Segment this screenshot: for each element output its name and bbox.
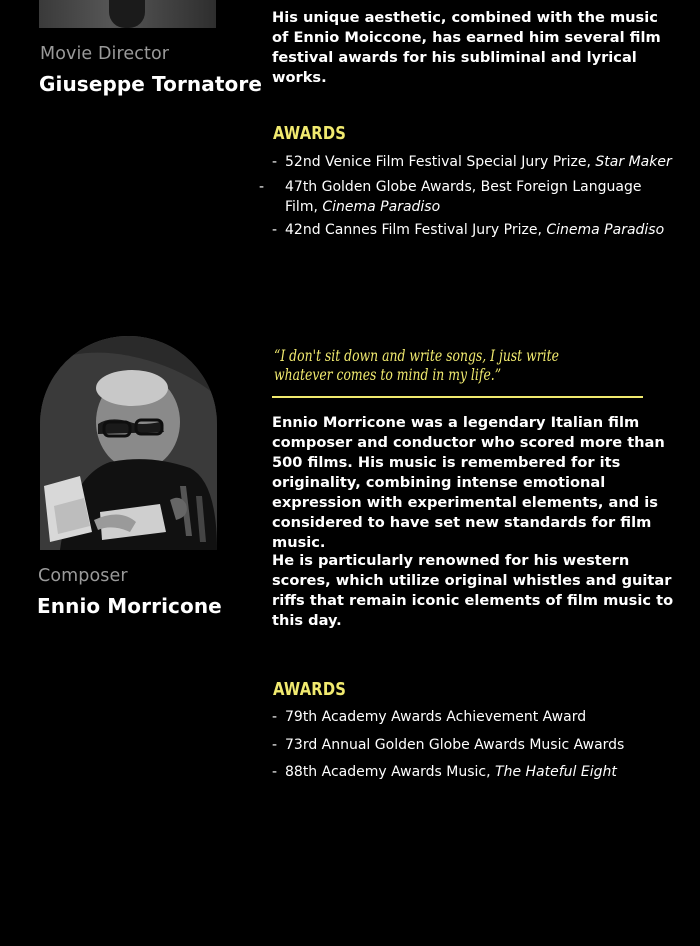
director-name: Giuseppe Tornatore [39, 72, 262, 96]
quote-underline [272, 396, 643, 398]
composer-award-item: - 73rd Annual Golden Globe Awards Music Awards [272, 737, 625, 753]
director-bio: His unique aesthetic, combined with the music of Ennio Moiccone, has earned him several film festival awards for his subliminal and lyrical works. [272, 9, 661, 86]
director-award-item: - 47th Golden Globe Awards, Best Foreign Language Film, Cinema Paradiso [259, 179, 642, 215]
composer-bio-2: He is particularly renowned for his western scores, which utilize original whistles and guitar riffs that remain iconic elements of film music to this day. [272, 552, 674, 629]
director-award-item: - 52nd Venice Film Festival Special Jury Prize, Star Maker [272, 154, 672, 170]
composer-bio-1: Ennio Morricone was a legendary Italian film composer and conductor who scored more than 500 films. His music is remembered for its originality, combining intense emotional expression with experimental elements, and is considered to have set new standards for film music. [272, 414, 665, 551]
composer-role: Composer [38, 566, 128, 586]
composer-awards-title: AWARDS [273, 679, 347, 700]
composer-quote: “I don't sit down and write songs, I just write whatever comes to mind in my life.” [274, 347, 559, 384]
composer-award-item: - 79th Academy Awards Achievement Award [272, 709, 587, 725]
director-awards-title: AWARDS [273, 123, 347, 144]
composer-award-item: - 88th Academy Awards Music, The Hateful Eight [272, 764, 617, 780]
composer-portrait [40, 336, 217, 550]
director-award-item: - 42nd Cannes Film Festival Jury Prize, Cinema Paradiso [272, 222, 665, 238]
director-photo [39, 0, 216, 28]
director-role: Movie Director [40, 44, 170, 64]
composer-name: Ennio Morricone [37, 594, 222, 618]
